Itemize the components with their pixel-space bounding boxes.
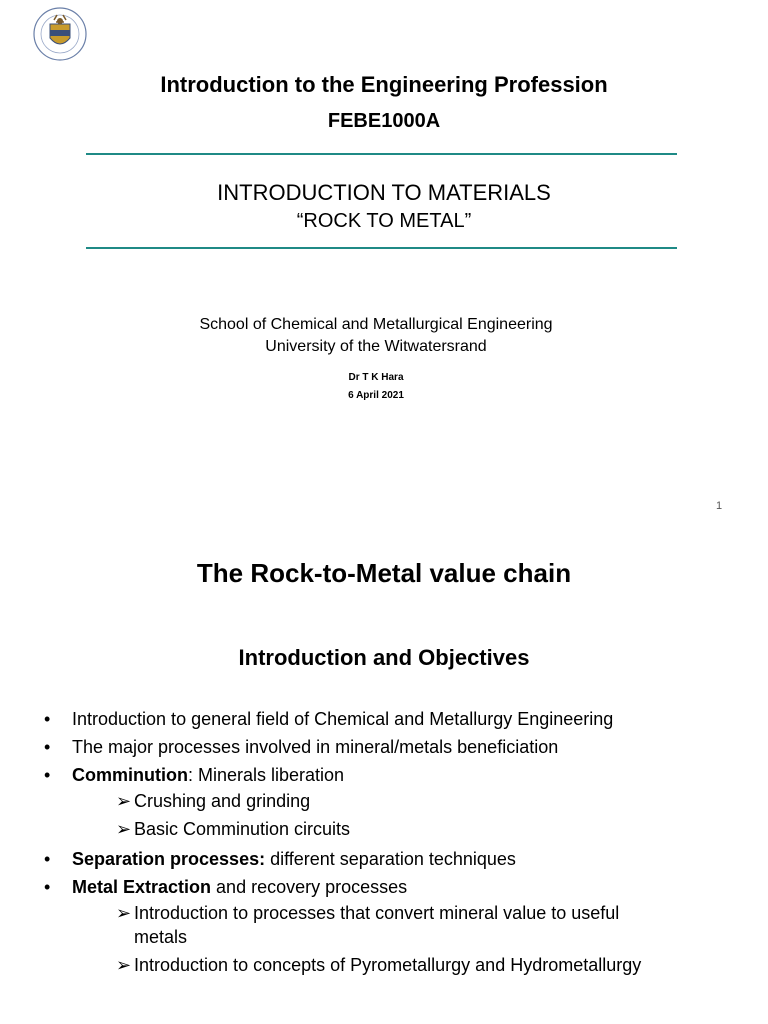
course-title: Introduction to the Engineering Profession <box>160 72 608 97</box>
school-name: School of Chemical and Metallurgical Engineering <box>199 316 553 333</box>
topic-title: INTRODUCTION TO MATERIALS <box>217 180 551 205</box>
slide-title: The Rock-to-Metal value chain <box>196 558 572 588</box>
school-info <box>0 314 752 358</box>
list-item: • The major processes involved in mineral/metals beneficiation <box>44 733 744 761</box>
presentation-date: 6 April 2021 <box>348 390 404 401</box>
bullet-icon: • <box>44 765 51 785</box>
arrow-bullet-icon: ➢ <box>116 791 132 811</box>
topic-subtitle: “ROCK TO METAL” <box>296 210 472 232</box>
sub-list-item: ➢ Basic Comminution circuits <box>116 819 351 839</box>
page-number: 1 <box>716 500 723 512</box>
bullet-icon: • <box>44 737 51 757</box>
bullet-icon: • <box>44 849 51 869</box>
bullet-icon: • <box>44 877 51 897</box>
author-name: Dr T K Hara <box>348 372 404 383</box>
sub-list-item: ➢ Introduction to processes that convert mineral value to useful metals <box>116 903 620 947</box>
arrow-bullet-icon: ➢ <box>116 819 132 839</box>
arrow-bullet-icon: ➢ <box>116 903 132 923</box>
list-item: • Metal Extraction and recovery processes <box>44 873 744 901</box>
list-item: • Separation processes: different separation techniques <box>44 845 744 873</box>
university-name: University of the Witwatersrand <box>265 338 487 355</box>
divider-bottom <box>86 247 677 249</box>
arrow-bullet-icon: ➢ <box>116 955 132 975</box>
list-item: • Comminution: Minerals liberation <box>44 761 744 789</box>
list-item: • Introduction to general field of Chemical and Metallurgy Engineering <box>44 705 744 733</box>
sub-list-item: ➢ Crushing and grinding <box>116 791 311 811</box>
objectives-list <box>44 705 744 981</box>
divider-top <box>86 153 677 155</box>
university-crest-icon <box>30 6 90 62</box>
sub-list-item: ➢ Introduction to concepts of Pyrometallurgy and Hydrometallurgy <box>116 955 642 975</box>
course-code: FEBE1000A <box>327 110 441 132</box>
slide-subtitle: Introduction and Objectives <box>238 645 530 670</box>
bullet-icon: • <box>44 709 51 729</box>
